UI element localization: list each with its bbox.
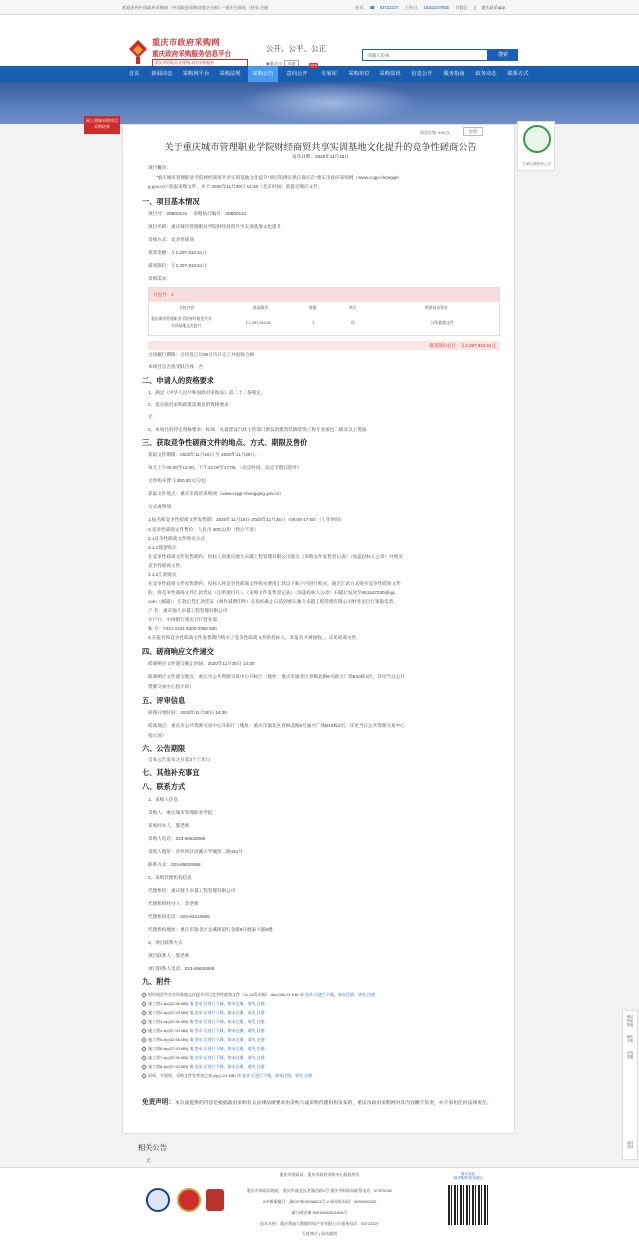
project-contact: 项目联系人：黎老师 xyxy=(148,953,190,958)
contact-2: 2、采购代理机构信息 xyxy=(148,875,192,880)
attachment-note[interactable]: 请 登录 后进行下载，如未注册，请先 注册 xyxy=(189,1001,265,1006)
phone-number: 63722227 xyxy=(379,5,399,10)
motto: 公开、公平、公正 xyxy=(266,44,326,53)
attachment-name[interactable]: 施工图5.zip(32.56 MB) xyxy=(148,1037,189,1042)
attachment-icon xyxy=(141,1073,147,1079)
nav-news[interactable]: 新闻动态 xyxy=(151,71,173,77)
overview-text-1: “重庆城市管理职业学院财经商贸共享实训基地文化提升”项目的潜在供应商应在“重庆市政府采购网（www.ccgp-chongqin xyxy=(156,175,399,180)
footer-qr-label: 重庆市政 “政采购物”服务窗口 xyxy=(452,1172,484,1180)
overview-text-2: g.gov.cn）”获取采购文件，并于 2020年11月30日 14:30（北京时间）前提交响应文件。 xyxy=(148,184,323,189)
submit-place-2: 资源交易中心指示屏） xyxy=(148,684,194,689)
section-6-heading: 六、公告期限 xyxy=(142,744,186,753)
section-8-heading: 八、联系方式 xyxy=(142,782,186,791)
footer-icp[interactable]: ICP备案编号：渝ICP备15008611号-2 网站标识码：5000000100 xyxy=(262,1199,377,1204)
attachment-item[interactable] xyxy=(142,1019,265,1025)
nav-platform[interactable]: 采购网平台 xyxy=(182,71,210,77)
method-transfer-2: 的，将竞争性磋商文件汇款凭证（注明项目号）、《采购文件发售登记表》（加盖投标人公章）扫描后发送至651547030@qq. xyxy=(148,590,396,595)
attachment-name[interactable]: 施工图4.zip(37.53 MB) xyxy=(148,1028,189,1033)
method-2: 2.竞争性磋商文件售价：人民币 300元/份（售后不退） xyxy=(148,527,259,532)
attachment-icon xyxy=(141,1028,147,1034)
attachment-item[interactable] xyxy=(142,1037,265,1043)
nav-regulations[interactable]: 采购法规 xyxy=(219,71,241,77)
method-transfer-3: com（邮箱）。汇款后凭汇款凭证（须作减费印件）在投标截止日前到重庆驰久卓越工程管理有限公司财务室自行领取发票。 xyxy=(148,599,398,604)
attachment-note[interactable]: 请 登录 后进行下载，如未注册，请先 注册 xyxy=(236,1073,313,1078)
get-docs-period: 获取文件期限：2020年11月18日 至 2020年11月25日。 xyxy=(148,452,260,457)
location-icon: ◉ xyxy=(266,61,270,66)
purchaser: 采购人：重庆城市管理职业学院 xyxy=(148,810,213,815)
table-header: 分包内容 xyxy=(179,306,195,310)
table-cell: 1 xyxy=(312,321,315,325)
top-bar xyxy=(0,0,639,15)
help-guide-button[interactable]: 网站 帮助 指南 xyxy=(626,1015,634,1027)
disclaimer-text: 本页面提供的内容是根据政府采购有关法律法规要求由采购人或采购代理机构发布的，重庆市政府采购网对其内容概不负责，亦不承担任何法律责任。 xyxy=(174,1101,492,1106)
nav-info[interactable]: 采购资讯 xyxy=(379,71,401,77)
purchaser-contact-way: 联系方式：023-65626068 xyxy=(148,862,201,867)
qualification-3: 3、本项目的特定资格要求：标项一具备建设行政主管部门颁发的建筑装修装饰工程专业承包二级及以上资质 xyxy=(148,427,367,432)
qualification-2-none: 无 xyxy=(148,414,153,419)
publish-date: 发布日期：2020年11月18日 xyxy=(292,154,349,159)
nav-disclosure[interactable]: 信息公开 xyxy=(411,71,433,77)
article-title: 关于重庆城市管理职业学院财经商贸共享实训基地文化提升的竞争性磋商公告 xyxy=(164,142,477,152)
attachment-note[interactable]: 请 登录 后进行下载，如未注册，请先 注册 xyxy=(189,1028,265,1033)
attachment-icon xyxy=(141,1010,147,1016)
submit-place: 磋商响应文件递交地点：重庆市公共资源交易中心开标厅（地址：重庆市渝北区青枫北路6号渝兴广场B10栋2层，详见当日公共 xyxy=(148,674,405,679)
holiday-label: 节假日 xyxy=(455,5,468,10)
requirements-table xyxy=(148,287,500,336)
review-place-2: 指示屏） xyxy=(148,733,167,738)
attachment-note[interactable]: 请 登录 后进行下载，如未注册，请先 注册 xyxy=(189,1037,265,1042)
view-count: 阅读次数: 458 次 xyxy=(420,130,451,135)
footer-address: 重庆市财政局地址：重庆市渝北区洪湖西路1号 重庆市财政局联系电话：67575332 xyxy=(246,1188,393,1193)
method-1: 1.报名和竞争性磋商文件发售期：2020年11月18日-2020年11月25日（09:00-17:00）（工作时间） xyxy=(148,517,345,522)
attachment-item[interactable] xyxy=(142,1073,312,1079)
notice-period: 自本公告发布之日起3个工作日 xyxy=(148,757,211,762)
manual-button[interactable]: 操作 手册 xyxy=(626,1035,634,1043)
method-transfer: 在竞争性磋商文件发售期内，投标人将竞争性磋商文件购买费用汇款以下账户内进行购买。通过汇款方式购买竞争性磋商文件 xyxy=(148,581,401,586)
agency-address: 代理机构地址：重庆市渝北区龙溪街道红金街9号德泰大厦6楼 xyxy=(148,927,273,932)
attachment-item[interactable] xyxy=(142,1001,265,1007)
qualification-2: 2、落实政府采购政策需满足的资格要求： xyxy=(148,402,234,407)
table-header: 简要技术要求 xyxy=(425,306,448,310)
related-empty: 无 xyxy=(146,1158,151,1163)
topbar-links xyxy=(355,5,510,11)
disclaimer xyxy=(142,1098,504,1108)
max-price: 最高限价：￥2,297,910.51元 xyxy=(148,263,207,268)
method-2-1-1: 2.1.1现金购买 xyxy=(148,545,177,550)
workday-label: 工作日 xyxy=(404,5,418,10)
phone-number-2: 18163107655 xyxy=(423,5,449,10)
attachment-item[interactable] xyxy=(142,1064,265,1070)
footer-police[interactable]: 渝公网安备 50019002501906号 xyxy=(291,1210,348,1215)
region-dropdown[interactable]: 市辖 xyxy=(284,60,298,68)
method-2-1-2: 2.1.2汇款购买 xyxy=(148,572,177,577)
nav-intention-label: 意向公开 xyxy=(286,71,308,77)
nav-units[interactable]: 采购单位 xyxy=(348,71,370,77)
table-cell: ￥2,297,910.51 xyxy=(245,321,271,325)
section-9-heading: 九、附件 xyxy=(142,977,171,986)
home-link[interactable]: 首页 xyxy=(355,5,364,10)
attachment-icon xyxy=(141,1019,147,1025)
attachment-icon xyxy=(141,1046,147,1052)
subscribe-qr-panel[interactable] xyxy=(517,121,555,171)
method-cash-2: 竞争性磋商文件。 xyxy=(148,563,185,568)
agency: 代理机构：重庆驰久卓越工程管理有限公司 xyxy=(148,888,236,893)
print-button[interactable]: 打印 xyxy=(463,127,483,136)
table-header: 数量 xyxy=(309,306,317,310)
attachment-note[interactable]: 请 登录 后进行下载，如未注册，请先 注册 xyxy=(189,1064,265,1069)
review-place: 磋商地点：重庆市公共资源交易中心开标厅（地址：重庆市渝北区青枫北路6号渝兴广场B10栋2层，详见当日公共资源交易中心 xyxy=(148,723,405,728)
method-label: 方式或事项： xyxy=(148,504,176,509)
mobile-icon: ▯ xyxy=(473,5,477,10)
footer-support: 技术支持：重庆墨迪大数据科技产业有限公司 服务电话：63722227 xyxy=(260,1221,379,1226)
purchaser-address: 采购人地址：沙坪坝区虎溪大学城西二路151号 xyxy=(148,849,243,854)
agency-phone: 代理机构电话：023-63210565 xyxy=(148,914,210,919)
attachment-item[interactable] xyxy=(142,1046,265,1052)
attachment-item[interactable] xyxy=(142,992,375,998)
table-caption: 分包号：1 xyxy=(149,288,499,302)
nav-guide[interactable]: 服务指南 xyxy=(443,71,465,77)
nav-contact[interactable]: 联系方式 xyxy=(507,71,529,77)
section-7-heading: 七、其他补充事宜 xyxy=(142,768,200,777)
attachment-name[interactable]: 施工图7.zip(32.56 MB) xyxy=(148,1055,189,1060)
submit-deadline: 磋商响应文件递交截止时间：2020年11月30日 14:30 xyxy=(148,661,255,666)
side-toolbar xyxy=(622,1010,638,1160)
online-service-button[interactable]: 在线 客服 xyxy=(626,1051,634,1059)
site-subtitle: 重庆政府采购服务信息平台 xyxy=(152,51,232,58)
project-contact-phone: 项目联系人电话：023-65626068 xyxy=(148,966,215,971)
wechat-qr-icon xyxy=(523,125,551,153)
logo-emblem-icon xyxy=(128,39,148,65)
get-docs-place: 获取文件地点：重庆市政府采购网（www.ccgp-chongqing.gov.cn） xyxy=(148,491,284,496)
section-3-heading: 三、获取竞争性磋商文件的地点、方式、期限及售价 xyxy=(142,438,308,447)
attachment-icon xyxy=(141,1037,147,1043)
overview-label: 项目概况： xyxy=(148,165,171,170)
contract-period: 合同履行期限：合同签订后90日历日完工并验收合格 xyxy=(148,352,255,357)
purchaser-phone: 采购人电话：023-65626068 xyxy=(148,836,206,841)
nav-experts[interactable]: 专家库 xyxy=(321,71,337,77)
account-name: 户 名：重庆驰久卓越工程管理有限公司 xyxy=(148,608,228,613)
attachment-name[interactable]: 施工图1.zip(32.56 MB) xyxy=(148,1001,189,1006)
section-1-heading: 一、项目基本情况 xyxy=(142,197,200,206)
site-header xyxy=(0,15,639,65)
attachment-name[interactable]: 施工图6.zip(37.53 MB) xyxy=(148,1046,189,1051)
ribbon-line1: 网上商城采购项目 xyxy=(86,118,118,123)
nav-announcements[interactable]: 采购公告 xyxy=(248,66,278,82)
search-button[interactable]: 搜索 xyxy=(488,49,518,61)
attachment-icon xyxy=(141,1064,147,1070)
attachment-icon xyxy=(141,1001,147,1007)
budget-amount: 预算金额：￥2,297,910.51元 xyxy=(148,250,207,255)
account-number: 账 号：7421 0101 8200 0356 800 xyxy=(148,626,217,631)
phone-icon: ☎ xyxy=(369,5,375,10)
search-input[interactable]: 请输入检索 xyxy=(362,49,488,61)
back-to-top-button[interactable]: 返回 顶部 xyxy=(626,1141,634,1149)
attachment-note[interactable]: 请 登录 后进行下载，如未注册，请先 注册 xyxy=(189,1010,265,1015)
doc-fee: 文件购买费:￥300.00元/分包 xyxy=(148,478,206,483)
table-cell: 详见磋商文件 xyxy=(431,321,454,325)
disclaimer-label: 免责声明： xyxy=(142,1099,175,1106)
new-badge: NEW xyxy=(310,63,317,67)
agency-contact: 代理机构经办人：余老师 xyxy=(148,901,199,906)
attachment-item[interactable] xyxy=(142,1010,265,1016)
nav-home[interactable]: 首页 xyxy=(128,71,140,77)
region-label: 重庆市 xyxy=(269,61,283,66)
attachment-name[interactable]: 施工图8.zip(37.53 MB) xyxy=(148,1064,189,1069)
attachment-note[interactable]: 请 登录 后进行下载，如未注册，请先 注册 xyxy=(189,1019,265,1024)
project-no: 项目号：20B00141 采购执行编号：20B00141 xyxy=(148,211,247,216)
nav-gov[interactable]: 政务动态 xyxy=(475,71,497,77)
account-bank: 开户行：中国银行重庆分行营业部 xyxy=(148,617,217,622)
contact-3: 3、项目联系方式 xyxy=(148,940,183,945)
attachment-name[interactable]: 施工图3.zip(32.56 MB) xyxy=(148,1019,189,1024)
review-time: 磋商开始时间：2020年11月30日 14:30 xyxy=(148,710,227,715)
section-5-heading: 五、评审信息 xyxy=(142,696,186,705)
footer-copyright: 重庆市财政局、重庆市政府采购中心版权所有 xyxy=(279,1172,360,1177)
contact-1: 1、采购人信息 xyxy=(148,797,179,802)
attachment-name[interactable]: 清单、平面图、采购文件发售登记表.zip(2.24 MB) xyxy=(148,1073,236,1078)
attachment-item[interactable] xyxy=(142,1028,265,1034)
attachment-icon xyxy=(141,992,147,998)
budget-total: 最高限价总计：￥2,297,910.51元 xyxy=(148,341,500,350)
procurement-method: 采购方式：竞争性磋商 xyxy=(148,237,194,242)
ribbon-line2: 采购结果 xyxy=(94,124,110,129)
table-cell: 实训基地文化提升 xyxy=(171,324,202,328)
mall-ribbon[interactable] xyxy=(84,116,120,134)
purchaser-contact: 采购经办人：黎老师 xyxy=(148,823,190,828)
attachment-name[interactable]: 施工图2.zip(37.53 MB) xyxy=(148,1010,189,1015)
get-docs-hours: 每天上午00:00至12:00，下午12:00至17:00。（北京时间，法定节假日除外） xyxy=(148,465,302,470)
qualification-1: 1、满足《中华人民共和国政府采购法》第二十二条规定。 xyxy=(148,390,266,395)
site-footer xyxy=(0,1167,639,1242)
table-header: 最高限价 xyxy=(253,306,269,310)
attachment-note[interactable]: 请 登录 后进行下载，如未注册，请先 注册 xyxy=(189,1055,265,1060)
attachment-icon xyxy=(141,1055,147,1061)
app-link[interactable]: 重庆政采app xyxy=(481,5,505,10)
project-name: 项目名称：重庆城市管理职业学院财经商贸共享实训基地文化提升 xyxy=(148,224,282,229)
welcome-text: 欢迎来到中国政府采购网（中国政府采购网重庆分网）--重庆分网站（登录 注册 xyxy=(122,5,269,10)
footer-links[interactable]: 百度统计 | 网站地图 xyxy=(301,1231,338,1236)
table-cell: 项 xyxy=(351,321,355,325)
table-cell: 重庆城市管理职业学院财经商贸共享 xyxy=(151,317,212,321)
section-4-heading: 四、磋商响应文件递交 xyxy=(142,647,214,656)
subscribe-qr-label: 扫码订阅所有公告 xyxy=(523,162,551,166)
attachment-note[interactable]: 请 登录 后进行下载，如未注册，请先 注册 xyxy=(189,1046,265,1051)
related-title: 相关公告 xyxy=(138,1143,167,1152)
footer-qr-code xyxy=(448,1185,488,1225)
table-header: 单位 xyxy=(349,306,357,310)
method-3: 3.在报名和竞争性磋商文件发售期内购买了竞争性磋商文件的投标人，其报名才被接收，。详见磋商文件。 xyxy=(148,635,361,640)
attachment-item[interactable] xyxy=(142,1055,265,1061)
section-2-heading: 二、申请人的资格要求 xyxy=(142,376,214,385)
attachment-name[interactable]: 财经商贸共享实训基地文化提升项目竞争性磋商文件（11.18发布稿）.doc(354.51 KB) xyxy=(148,992,299,997)
method-2-1: 2.1竞争性磋商文件购买方式 xyxy=(148,536,205,541)
consortium: 本项目是否接受联合体：否 xyxy=(148,364,204,369)
requirements-label: 采购需求： xyxy=(148,276,171,281)
attachment-note[interactable]: 请 登录 后进行下载，如未注册，请先 注册 xyxy=(299,992,376,997)
site-tagline-box: 重庆市财政局 国家级 政府采购服务 xyxy=(152,59,248,67)
method-cash: 在竞争性磋商文件发售期内，投标人到重庆驰久卓越工程管理有限公司递交《采购文件发售登记表》（加盖投标人公章）并购买 xyxy=(148,554,403,559)
site-name[interactable]: 重庆市政府采购网 xyxy=(152,38,220,47)
